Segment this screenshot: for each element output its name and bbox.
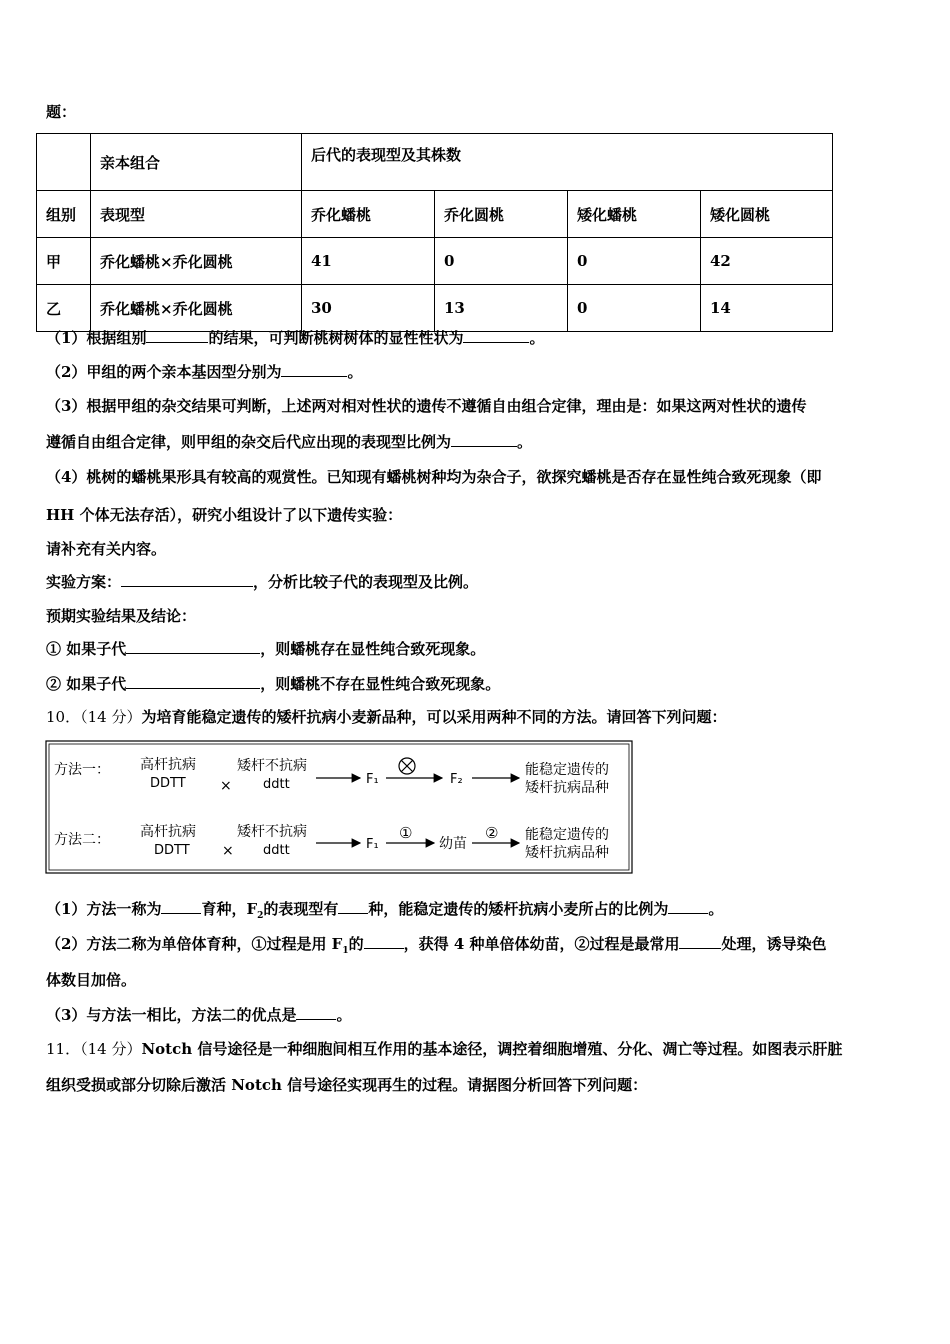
table-cell: 乔化蟠桃×乔化圆桃 — [91, 285, 302, 332]
parent-2-genotype: ddtt — [263, 777, 290, 792]
cross-symbol: × — [222, 843, 234, 859]
table-cell: 甲 — [37, 238, 91, 285]
q9-part4-line1: （4）桃树的蟠桃果形具有较高的观赏性。已知现有蟠桃树种均为杂合子，欲探究蟠桃是否存在显性纯合致死现象（即 — [46, 468, 822, 486]
result-text-line2: 矮杆抗病品种 — [525, 845, 609, 861]
f1-label: F₁ — [366, 772, 379, 787]
table-cell: 13 — [435, 285, 568, 332]
result-text-line2: 矮杆抗病品种 — [525, 780, 609, 796]
table-cell: 乔化蟠桃 — [302, 191, 435, 238]
table-cell: 41 — [302, 238, 435, 285]
table-cell: 组别 — [37, 191, 91, 238]
step-2-marker: ② — [485, 824, 499, 842]
q11-heading: 11．（14 分）Notch 信号途径是一种细胞间相互作用的基本途径，调控着细胞增殖、分化、凋亡等过程。如图表示肝脏 — [46, 1040, 843, 1058]
table-cell: 14 — [701, 285, 833, 332]
table-cell: 0 — [568, 238, 701, 285]
q11-line2: 组织受损或部分切除后激活 Notch 信号途径实现再生的过程。请据图分析回答下列问题： — [46, 1076, 648, 1094]
q10-part3: （3）与方法一相比，方法二的优点是 。 — [46, 1006, 352, 1024]
parent-2-genotype: ddtt — [263, 843, 290, 858]
parent-1-name: 高杆抗病 — [140, 757, 196, 773]
parent-2-name: 矮杆不抗病 — [237, 824, 307, 840]
table-row — [37, 238, 833, 285]
result-text-line1: 能稳定遗传的 — [525, 762, 609, 778]
table-cell: 亲本组合 — [91, 134, 302, 191]
step-1-marker: ① — [399, 824, 413, 842]
table-cell — [37, 134, 91, 191]
table-cell: 矮化蟠桃 — [568, 191, 701, 238]
table-row — [37, 285, 833, 332]
q10-part1: （1）方法一称为 育种，$F_2$的表现型有 种，能稳定遗传的矮杆抗病小麦所占的比例为 。 — [46, 900, 724, 921]
q10-heading: 10．（14 分）为培育能稳定遗传的矮杆抗病小麦新品种，可以采用两种不同的方法。请回答下列问题： — [46, 708, 727, 726]
table-cell: 42 — [701, 238, 833, 285]
q9-part3-line2: 遵循自由组合定律，则甲组的杂交后代应出现的表现型比例为 。 — [46, 433, 533, 451]
table-cell: 表现型 — [91, 191, 302, 238]
method-1-label: 方法一： — [54, 762, 110, 778]
cross-results-table — [36, 133, 833, 332]
seedling-label: 幼苗 — [439, 836, 467, 852]
intro-text: 题： — [46, 103, 77, 121]
f1-label: F₁ — [366, 837, 379, 852]
q10-part2-line2: 体数目加倍。 — [46, 971, 137, 989]
result-text-line1: 能稳定遗传的 — [525, 827, 609, 843]
cross-symbol: × — [220, 778, 232, 794]
q9-part2: （2）甲组的两个亲本基因型分别为 。 — [46, 363, 363, 381]
parent-1-genotype: DDTT — [150, 776, 186, 791]
table-cell: 乔化圆桃 — [435, 191, 568, 238]
method-2-label: 方法二： — [54, 832, 110, 848]
q9-expected-results: 预期实验结果及结论： — [46, 607, 197, 625]
q9-experiment-plan: 实验方案： ，分析比较子代的表现型及比例。 — [46, 573, 479, 591]
breeding-methods-figure — [44, 739, 636, 877]
table-cell: 乔化蟠桃×乔化圆桃 — [91, 238, 302, 285]
q9-result-2: ② 如果子代 ，则蟠桃不存在显性纯合致死现象。 — [46, 675, 501, 693]
q9-part3-line1: （3）根据甲组的杂交结果可判断，上述两对相对性状的遗传不遵循自由组合定律，理由是：如果这两对性状的遗传 — [46, 397, 807, 415]
q9-instruction: 请补充有关内容。 — [46, 540, 167, 558]
parent-2-name: 矮杆不抗病 — [237, 758, 307, 774]
q9-part1: （1）根据组别 的结果，可判断桃树树体的显性性状为 。 — [46, 329, 545, 347]
table-header-row-2 — [37, 191, 833, 238]
table-cell: 0 — [435, 238, 568, 285]
table-cell: 30 — [302, 285, 435, 332]
table-cell: 后代的表现型及其株数 — [302, 134, 833, 191]
q9-part4-line2: HH 个体无法存活），研究小组设计了以下遗传实验： — [46, 506, 403, 524]
table-cell: 0 — [568, 285, 701, 332]
table-cell: 矮化圆桃 — [701, 191, 833, 238]
q9-result-1: ① 如果子代 ，则蟠桃存在显性纯合致死现象。 — [46, 640, 486, 658]
table-cell: 乙 — [37, 285, 91, 332]
table-header-row-1 — [37, 134, 833, 191]
parent-1-name: 高杆抗病 — [140, 824, 196, 840]
selfing-icon — [399, 758, 415, 774]
parent-1-genotype: DDTT — [154, 843, 190, 858]
q10-part2-line1: （2）方法二称为单倍体育种，①过程是用 $F_1$的 ，获得 4 种单倍体幼苗，②过程是最常用 处理，诱导染色 — [46, 935, 827, 956]
f2-label: F₂ — [450, 772, 463, 787]
